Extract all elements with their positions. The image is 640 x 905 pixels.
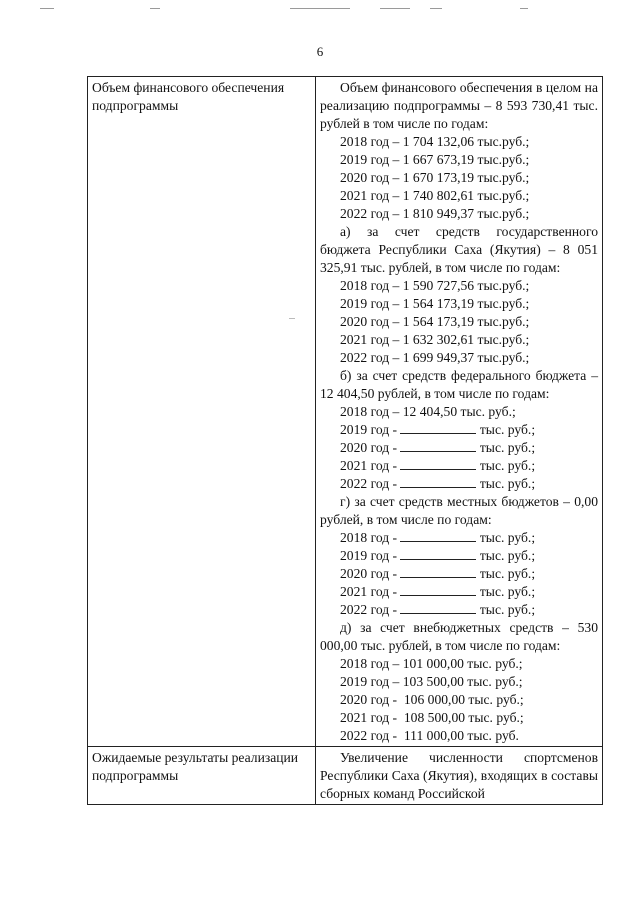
year-entry: 2019 год – 103 500,00 тыс. руб.; bbox=[340, 674, 523, 689]
extrabudgetary-heading: д) за счет внебюджетных средств – 530 000,00 тыс. рублей, в том числе по годам: bbox=[320, 620, 598, 653]
blank-year-entry bbox=[320, 457, 598, 475]
year-prefix: 2019 год - bbox=[340, 422, 401, 437]
blank-year-entry bbox=[320, 475, 598, 493]
blank-year-entry bbox=[320, 547, 598, 565]
unit-suffix: тыс. руб.; bbox=[476, 530, 536, 545]
results-label: Ожидаемые результаты реализации подпрограммы bbox=[88, 747, 316, 805]
unit-suffix: тыс. руб.; bbox=[476, 566, 536, 581]
blank-year-entry bbox=[320, 439, 598, 457]
results-row bbox=[88, 747, 603, 805]
scan-artifacts bbox=[0, 8, 640, 11]
page-number: 6 bbox=[316, 44, 324, 59]
year-entry: 2019 год – 1 667 673,19 тыс.руб.; bbox=[340, 152, 530, 167]
state-budget-heading: а) за счет средств государственного бюджета Республики Саха (Якутия) – 8 051 325,91 тыс. рублей, в том числе по годам: bbox=[320, 224, 598, 275]
federal-budget-heading: б) за счет средств федерального бюджета – 12 404,50 рублей, в том числе по годам: bbox=[320, 368, 598, 401]
unit-suffix: тыс. руб.; bbox=[476, 422, 536, 437]
blank-year-entry bbox=[320, 583, 598, 601]
year-entry: 2020 год – 1 670 173,19 тыс.руб.; bbox=[340, 170, 530, 185]
federal-years-list bbox=[320, 403, 598, 493]
blank-year-entry bbox=[320, 421, 598, 439]
blank-line bbox=[400, 583, 476, 596]
funding-row bbox=[88, 77, 603, 747]
blank-line bbox=[400, 439, 476, 452]
year-prefix: 2022 год - bbox=[340, 476, 401, 491]
local-budget-heading: г) за счет средств местных бюджетов – 0,00 рублей, в том числе по годам: bbox=[320, 494, 598, 527]
year-entry: 2018 год – 12 404,50 тыс. руб.; bbox=[340, 404, 516, 419]
year-entry: 2018 год – 1 590 727,56 тыс.руб.; bbox=[340, 278, 530, 293]
blank-year-entry bbox=[320, 601, 598, 619]
funding-intro: Объем финансового обеспечения в целом на реализацию подпрограммы – 8 593 730,41 тыс. рублей в том числе по годам: bbox=[320, 80, 598, 131]
blank-line bbox=[400, 529, 476, 542]
year-prefix: 2020 год - bbox=[340, 440, 401, 455]
blank-line bbox=[400, 601, 476, 614]
year-prefix: 2020 год - bbox=[340, 566, 401, 581]
year-prefix: 2021 год - bbox=[340, 584, 401, 599]
local-years-list bbox=[320, 529, 598, 619]
blank-year-entry bbox=[320, 529, 598, 547]
state-budget-years-list bbox=[320, 277, 598, 367]
year-entry: 2020 год – 1 564 173,19 тыс.руб.; bbox=[340, 314, 530, 329]
unit-suffix: тыс. руб.; bbox=[476, 458, 536, 473]
year-entry: 2022 год – 1 810 949,37 тыс.руб.; bbox=[340, 206, 530, 221]
year-entry: 2021 год - 108 500,00 тыс. руб.; bbox=[340, 710, 524, 725]
year-entry: 2022 год – 1 699 949,37 тыс.руб.; bbox=[340, 350, 530, 365]
unit-suffix: тыс. руб.; bbox=[476, 584, 536, 599]
subprogram-passport-table bbox=[87, 76, 603, 805]
year-entry: 2018 год – 1 704 132,06 тыс.руб.; bbox=[340, 134, 530, 149]
extrabudgetary-years-list bbox=[320, 655, 598, 745]
year-entry: 2021 год – 1 632 302,61 тыс.руб.; bbox=[340, 332, 530, 347]
year-entry: 2018 год – 101 000,00 тыс. руб.; bbox=[340, 656, 523, 671]
year-entry: 2019 год – 1 564 173,19 тыс.руб.; bbox=[340, 296, 530, 311]
year-prefix: 2022 год - bbox=[340, 602, 401, 617]
results-content bbox=[316, 747, 603, 805]
year-prefix: 2018 год - bbox=[340, 530, 401, 545]
blank-line bbox=[400, 547, 476, 560]
year-entry: 2020 год - 106 000,00 тыс. руб.; bbox=[340, 692, 524, 707]
year-prefix: 2021 год - bbox=[340, 458, 401, 473]
unit-suffix: тыс. руб.; bbox=[476, 602, 536, 617]
blank-line bbox=[400, 565, 476, 578]
results-text: Увеличение численности спортсменов Республики Саха (Якутия), входящих в составы сборных команд Российской bbox=[320, 750, 598, 801]
total-years-list bbox=[320, 133, 598, 223]
year-entry: 2022 год - 111 000,00 тыс. руб. bbox=[340, 728, 519, 743]
blank-line bbox=[400, 475, 476, 488]
year-prefix: 2019 год - bbox=[340, 548, 401, 563]
blank-line bbox=[400, 457, 476, 470]
funding-content bbox=[316, 77, 603, 747]
scan-speck bbox=[289, 318, 295, 319]
blank-line bbox=[400, 421, 476, 434]
unit-suffix: тыс. руб.; bbox=[476, 548, 536, 563]
year-entry: 2021 год – 1 740 802,61 тыс.руб.; bbox=[340, 188, 530, 203]
blank-year-entry bbox=[320, 565, 598, 583]
funding-label: Объем финансового обеспечения подпрограммы bbox=[88, 77, 316, 747]
unit-suffix: тыс. руб.; bbox=[476, 476, 536, 491]
unit-suffix: тыс. руб.; bbox=[476, 440, 536, 455]
